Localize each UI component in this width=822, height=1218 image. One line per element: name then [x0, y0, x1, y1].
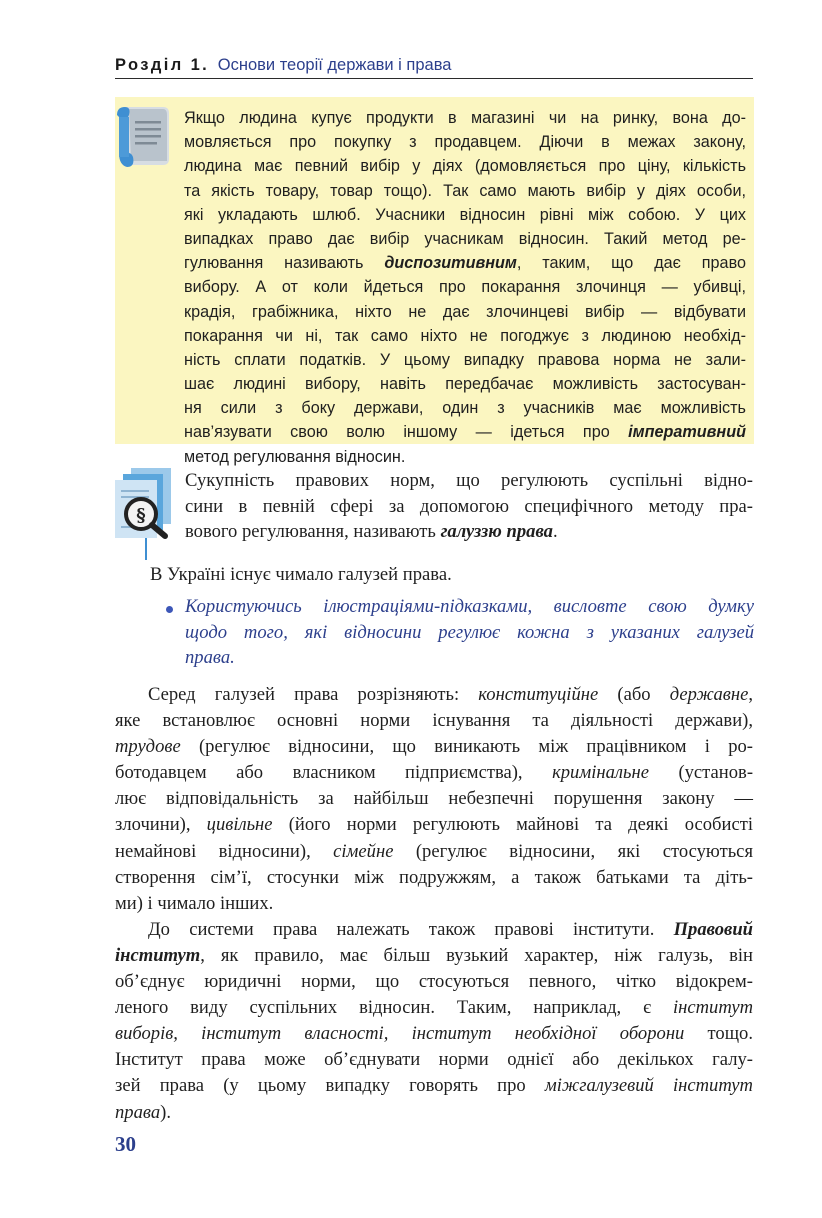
text-part: зей права (у цьому випадку говорять про — [115, 1075, 545, 1097]
note-line: крадія, грабіжника, ніхто не дає злочинцеві вибір — відбувати — [184, 302, 746, 321]
text-part: , як правило, має більш вузький характер, ніж галузь, він — [200, 944, 753, 966]
note-line: та якість товару, товар тощо). Так само мають вибір у діях особи, — [184, 181, 746, 200]
body-line — [115, 1100, 753, 1126]
body-line: створення сім’ї, стосунки між подружжям, а також батьками та діть- — [115, 866, 753, 888]
term-legal-institute: інститут — [115, 944, 201, 966]
definition-line-part: . — [552, 521, 558, 542]
body-line — [115, 812, 753, 838]
text-part: , — [748, 684, 753, 705]
note-line: шає людині вибору, навіть передбачає можливість застосуван- — [184, 375, 746, 394]
scroll-icon — [115, 105, 173, 169]
body-line — [115, 1021, 753, 1047]
note-line: які укладають шлюб. Учасники відносин рівні між собою. У цих — [184, 205, 746, 224]
note-line: вибору. А от коли йдеться про покарання злочинця — убивці, — [184, 278, 746, 297]
task-text — [164, 594, 754, 671]
body-line — [115, 917, 753, 943]
note-line: метод регулювання відносин. — [184, 447, 406, 466]
task-line: щодо того, які відносини регулює кожна з указаних галузей — [185, 621, 754, 643]
body-line — [115, 682, 753, 708]
term-imperative: імперативний — [628, 423, 746, 442]
section-title: Основи теорії держави і права — [217, 56, 452, 74]
definition-text — [185, 468, 753, 545]
body-line — [115, 995, 753, 1021]
term-constitutional: конституційне — [478, 684, 599, 705]
term-dispositive: диспозитивним — [384, 254, 517, 273]
text-part: (або — [598, 684, 670, 705]
note-line: ня сили з боку держави, один з учасників має можливість — [184, 399, 746, 418]
body-line — [115, 839, 753, 865]
note-line: ність сплати податків. У цьому випадку правова норма не зали- — [184, 350, 746, 369]
task-line: права. — [185, 647, 235, 668]
term-interbranch-institute: міжгалузевий інститут — [544, 1075, 753, 1097]
body-text — [115, 682, 753, 1126]
definition-line — [185, 519, 753, 545]
note-line — [184, 251, 746, 275]
definition-line: Сукупність правових норм, що регулюють суспільні відно- — [185, 470, 753, 491]
body-line: лює відповідальність за найбільш небезпечні порушення закону — — [115, 788, 753, 810]
body-line — [115, 760, 753, 786]
body-line — [115, 943, 753, 969]
definition-line-part: вового регулювання, називають — [185, 521, 441, 542]
body-line: об’єднує юридичні норми, що стосуються певного, чітко відокрем- — [115, 971, 753, 993]
note-line — [184, 420, 746, 444]
note-line-part: гулювання називають — [184, 254, 385, 273]
term-labor: трудове — [115, 736, 181, 758]
body-line — [115, 1073, 753, 1099]
text-part: (його норми регулюють майнові та деякі особисті — [272, 814, 753, 836]
term-institute: інститут — [672, 997, 753, 1019]
body-line — [115, 734, 753, 760]
text-part: ботодавцем або власником підприємства), — [115, 762, 553, 784]
text-part: тощо. — [684, 1023, 753, 1045]
note-box — [115, 97, 754, 466]
note-text — [184, 106, 746, 469]
note-line: мовляється про покупку з продавцем. Діючи в межах закону, — [184, 133, 746, 152]
body-line: ми) і чимало інших. — [115, 892, 274, 914]
body-line: Інститут права може об’єднувати норми однієї або декількох галу- — [115, 1049, 753, 1071]
note-line: випадках право дає вибір учасникам відносин. Такий метод ре- — [184, 229, 746, 248]
text-part: (регулює відносини, що виникають між працівником і ро- — [180, 736, 753, 758]
text-part: немайнові відносини), — [115, 840, 334, 862]
term-legal-institute: Правовий — [673, 918, 753, 940]
intro-sentence: В Україні існує чимало галузей права. — [150, 564, 452, 585]
task-line: Користуючись ілюстраціями-підказками, висловте свою думку — [185, 596, 754, 617]
text-part: ). — [160, 1101, 171, 1123]
section-label: Розділ 1. — [115, 56, 210, 74]
running-header — [115, 52, 753, 79]
body-line: яке встановлює основні норми існування та діяльності держави), — [115, 710, 753, 732]
note-line-part: нав’язувати свою волю іншому — ідеться про — [184, 423, 629, 442]
text-part: (регулює відносини, які стосуються — [393, 840, 753, 862]
term-institutes-list: виборів, інститут власності, інститут необхідної оборони — [115, 1023, 685, 1045]
note-line-part: , таким, що дає право — [516, 254, 746, 273]
note-line: покарання чи ні, так само ніхто не погоджує з людиною необхід- — [184, 326, 746, 345]
definition-line: сини в певній сфері за допомогою специфічного методу пра- — [185, 495, 753, 517]
text-part: До системи права належать також правові інститути. — [148, 918, 674, 940]
term-law: права — [115, 1101, 161, 1123]
term-criminal: кримінальне — [552, 762, 649, 784]
paragraph-symbol: § — [136, 505, 146, 526]
term-family: сімейне — [333, 840, 394, 862]
note-line: Якщо людина купує продукти в магазині чи на ринку, вона до- — [184, 109, 746, 127]
term-branch-of-law: галуззю права — [440, 521, 553, 542]
term-civil: цивільне — [206, 814, 273, 836]
text-part: злочини), — [115, 814, 207, 836]
text-part: леного виду суспільних відносин. Таким, наприклад, є — [115, 997, 673, 1019]
text-part: Серед галузей права розрізняють: — [148, 684, 479, 705]
note-line: людина має певний вибір у діях (домовляється про ціну, кількість — [184, 157, 746, 176]
page-number: 30 — [115, 1132, 136, 1156]
text-part: (установ- — [648, 762, 754, 784]
term-state: державне — [669, 684, 749, 705]
document-magnifier-icon — [113, 468, 175, 560]
